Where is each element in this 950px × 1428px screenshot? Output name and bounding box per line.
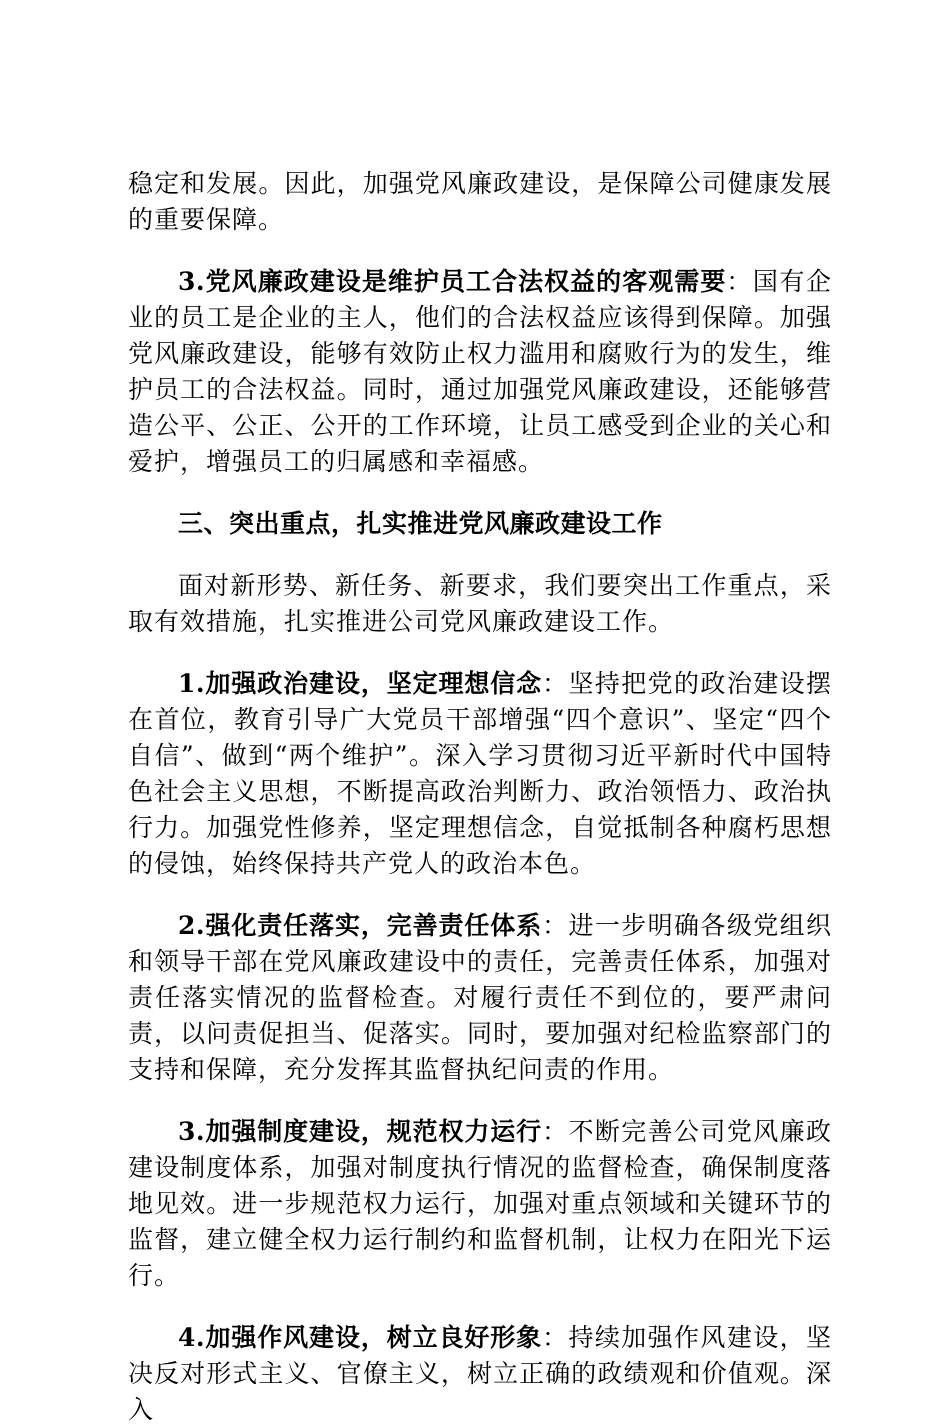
paragraph-point-3-rights bbox=[128, 264, 832, 480]
section-heading bbox=[128, 506, 832, 542]
paragraph-text: ：坚持把党的政治建设摆在首位，教育引导广大党员干部增强“四个意识”、坚定“四个自信”、做到“两个维护”。深入学习贯彻习近平新时代中国特色社会主义思想，不断提高政治判断力、政治领悟力、政治执行力。加强党性修养，坚定理想信念，自觉抵制各种腐朽思想的侵蚀，始终保持共产党人的政治本色。 bbox=[128, 669, 832, 878]
section-heading-text: 三、突出重点，扎实推进党风廉政建设工作 bbox=[178, 509, 663, 538]
paragraph-lead: 3.党风廉政建设是维护员工合法权益的客观需要 bbox=[178, 267, 727, 296]
paragraph-text: ：国有企业的员工是企业的主人，他们的合法权益应该得到保障。加强党风廉政建设，能够有效防止权力滥用和腐败行为的发生，维护员工的合法权益。同时，通过加强党风廉政建设，还能够营造公平、公正、公开的工作环境，让员工感受到企业的关心和爱护，增强员工的归属感和幸福感。 bbox=[128, 267, 832, 476]
paragraph-point-1-political bbox=[128, 666, 832, 882]
paragraph-point-2-responsibility bbox=[128, 908, 832, 1088]
paragraph-continued bbox=[128, 166, 832, 238]
paragraph-lead: 3.加强制度建设，规范权力运行 bbox=[178, 1117, 543, 1146]
paragraph-text: 面对新形势、新任务、新要求，我们要突出工作重点，采取有效措施，扎实推进公司党风廉政建设工作。 bbox=[128, 571, 832, 636]
paragraph-text: 稳定和发展。因此，加强党风廉政建设，是保障公司健康发展的重要保障。 bbox=[128, 169, 832, 234]
paragraph-intro bbox=[128, 568, 832, 640]
paragraph-point-3-system bbox=[128, 1114, 832, 1294]
paragraph-lead: 1.加强政治建设，坚定理想信念 bbox=[178, 669, 543, 698]
paragraph-lead: 4.加强作风建设，树立良好形象 bbox=[178, 1323, 543, 1352]
paragraph-text: ：持续加强作风建设，坚决反对形式主义、官僚主义，树立正确的政绩观和价值观。深入 bbox=[128, 1323, 832, 1424]
paragraph-point-4-style bbox=[128, 1320, 832, 1428]
paragraph-text: ：不断完善公司党风廉政建设制度体系，加强对制度执行情况的监督检查，确保制度落地见效。进一步规范权力运行，加强对重点领域和关键环节的监督，建立健全权力运行制约和监督机制，让权力在阳光下运行。 bbox=[128, 1117, 832, 1290]
paragraph-text: ：进一步明确各级党组织和领导干部在党风廉政建设中的责任，完善责任体系，加强对责任落实情况的监督检查。对履行责任不到位的，要严肃问责，以问责促担当、促落实。同时，要加强对纪检监察部门的支持和保障，充分发挥其监督执纪问责的作用。 bbox=[128, 911, 832, 1084]
document-page bbox=[128, 166, 832, 1428]
paragraph-lead: 2.强化责任落实，完善责任体系 bbox=[178, 911, 543, 940]
